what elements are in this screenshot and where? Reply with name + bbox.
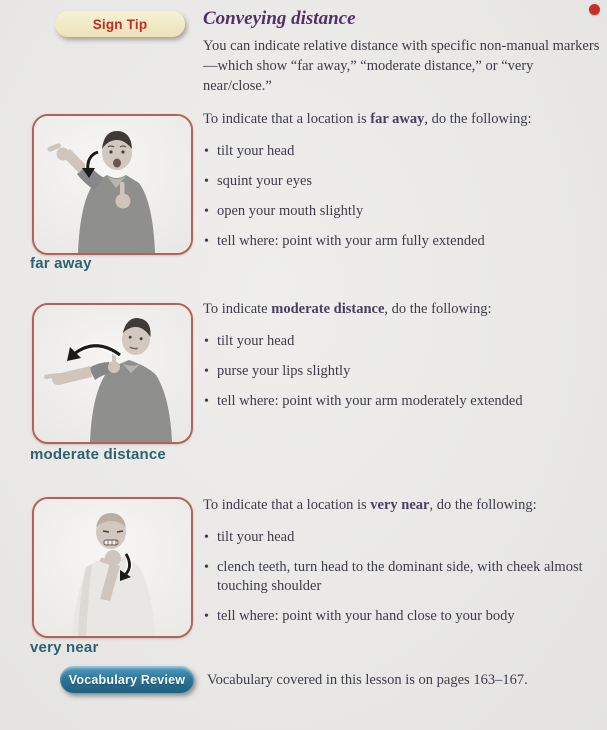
caption-far-away: far away — [30, 255, 92, 272]
intro-paragraph: You can indicate relative distance with specific non-manual markers—which show “far away,” “moderate distance,” or “very near/close.” — [203, 38, 600, 94]
page-marker-dot — [589, 4, 600, 15]
section-lead: To indicate moderate distance, do the following: — [203, 301, 492, 317]
photo-moderate-distance — [32, 303, 193, 444]
man-pointing-far-illustration — [34, 116, 191, 253]
section-very-near — [203, 496, 599, 637]
bullet-item: • open your mouth slightly — [203, 202, 599, 221]
man-pointing-moderate-illustration — [34, 305, 191, 442]
section-lead: To indicate that a location is very near, do the following: — [203, 497, 537, 513]
caption-very-near: very near — [30, 639, 99, 656]
section-far-away — [203, 110, 599, 262]
bullet-item: • clench teeth, turn head to the dominant side, with cheek almost touching shoulder — [203, 558, 599, 596]
bullet-item: • tell where: point with your hand close to your body — [203, 607, 599, 626]
bullet-list — [203, 528, 599, 626]
photo-very-near — [32, 497, 193, 638]
vocabulary-note: Vocabulary covered in this lesson is on pages 163–167. — [207, 672, 528, 688]
bullet-item: • tell where: point with your arm fully extended — [203, 232, 599, 251]
section-moderate-distance — [203, 300, 599, 422]
bullet-item: • tilt your head — [203, 528, 599, 547]
page-title: Conveying distance — [203, 8, 356, 29]
vocabulary-review-badge — [60, 666, 194, 693]
bullet-item: • tilt your head — [203, 332, 599, 351]
bullet-list — [203, 142, 599, 251]
man-signing-near-illustration — [34, 499, 191, 636]
bullet-item: • tilt your head — [203, 142, 599, 161]
vocabulary-review-label: Vocabulary Review — [68, 672, 186, 687]
photo-far-away — [32, 114, 193, 255]
sign-tip-label: Sign Tip — [92, 16, 148, 32]
sign-tip-badge — [55, 11, 185, 37]
bullet-list — [203, 332, 599, 411]
bullet-item: • squint your eyes — [203, 172, 599, 191]
bullet-item: • tell where: point with your arm moderately extended — [203, 392, 599, 411]
caption-moderate-distance: moderate distance — [30, 446, 166, 463]
section-lead: To indicate that a location is far away, do the following: — [203, 111, 532, 127]
bullet-item: • purse your lips slightly — [203, 362, 599, 381]
